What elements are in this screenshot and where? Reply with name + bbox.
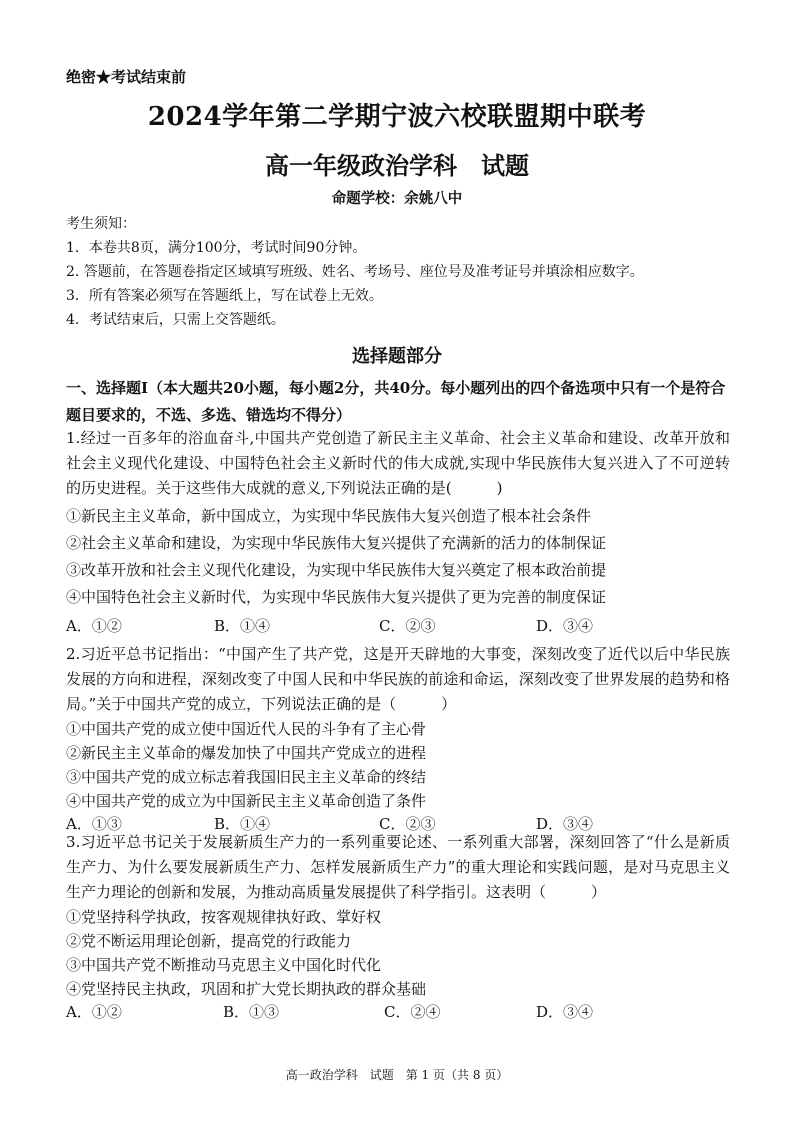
question-option: ②党不断运用理论创新，提高党的行政能力 (66, 932, 352, 950)
choice-c: C．②④ (384, 1003, 441, 1021)
question-option: ②新民主主义革命的爆发加快了中国共产党成立的进程 (66, 744, 427, 762)
choice-a: A．①③ (66, 815, 122, 833)
question-3 (66, 830, 730, 1027)
choice-d: D．③④ (536, 1003, 594, 1021)
choice-d: D．③④ (536, 815, 594, 833)
question-stem: 2.习近平总书记指出：“中国产生了共产党，这是开天辟地的大事变，深刻改变了近代以后中华民族发展的方向和进程，深刻改变了中国人民和中华民族的前途和命运，深刻改变了世界发展的趋势和格局。”关于中国共产党的成立，下列说法正确的是（ ） (66, 645, 730, 713)
choice-a: A．①② (66, 1003, 122, 1021)
question-option: ①中国共产党的成立使中国近代人民的斗争有了主心骨 (66, 720, 427, 738)
choice-b: B．①③ (223, 1003, 280, 1021)
exam-subtitle: 高一年级政治学科 试题 (265, 151, 529, 180)
setter-school: 命题学校：余姚八中 (331, 191, 463, 207)
page-footer: 高一政治学科 试题 第 1 页（共 8 页） (285, 1068, 509, 1082)
notes-item: 2. 答题前，在答题卷指定区域填写班级、姓名、考场号、座位号及准考证号并填涂相应数字。 (66, 264, 644, 280)
choice-b: B．①④ (214, 617, 271, 635)
question-option: ③中国共产党的成立标志着我国旧民主主义革命的终结 (66, 768, 427, 786)
question-option: ①党坚持科学执政，按客观规律执好政、掌好权 (66, 908, 382, 926)
question-1 (66, 426, 730, 641)
notes-item: 1．本卷共8页，满分100分，考试时间90分钟。 (66, 240, 367, 256)
notes-heading: 考生须知： (66, 216, 136, 232)
question-option: ①新民主主义革命，新中国成立，为实现中华民族伟大复兴创造了根本社会条件 (66, 507, 592, 525)
question-option: ③中国共产党不断推动马克思主义中国化时代化 (66, 956, 382, 974)
notes-item: 3．所有答案必须写在答题纸上，写在试卷上无效。 (66, 288, 383, 304)
question-option: ②社会主义革命和建设，为实现中华民族伟大复兴提供了充满新的活力的体制保证 (66, 534, 607, 552)
answer-choices (66, 615, 730, 641)
confidential-label: 绝密★考试结束前 (66, 68, 187, 86)
question-option: ④中国共产党的成立为中国新民主主义革命创造了条件 (66, 792, 427, 810)
question-option: ③改革开放和社会主义现代化建设，为实现中华民族伟大复兴奠定了根本政治前提 (66, 561, 607, 579)
answer-choices (66, 1001, 730, 1027)
choice-d: D．③④ (536, 617, 594, 635)
question-option: ④中国特色社会主义新时代，为实现中华民族伟大复兴提供了更为完善的制度保证 (66, 588, 607, 606)
choice-a: A．①② (66, 617, 122, 635)
question-2 (66, 642, 730, 839)
choice-b: B．①④ (214, 815, 271, 833)
choice-c: C．②③ (379, 617, 436, 635)
choice-c: C．②③ (379, 815, 436, 833)
notes-item: 4．考试结束后，只需上交答题纸。 (66, 312, 285, 328)
question-option: ④党坚持民主执政，巩固和扩大党长期执政的群众基础 (66, 980, 427, 998)
part-heading: 一、选择题Ⅰ（本大题共20小题，每小题2分，共40分。每小题列出的四个备选项中只有一个是符合题目要求的，不选、多选、错选均不得分） (66, 379, 726, 424)
candidate-notes (66, 212, 644, 332)
section-title: 选择题部分 (352, 346, 442, 367)
question-stem: 1.经过一百多年的浴血奋斗,中国共产党创造了新民主主义革命、社会主义革命和建设、改革开放和社会主义现代化建设、中国特色社会主义新时代的伟大成就,实现中华民族伟大复兴进入了不可逆转的历史进程。关于这些伟大成就的意义,下列说法正确的是( ) (66, 429, 730, 497)
question-stem: 3.习近平总书记关于发展新质生产力的一系列重要论述、一系列重大部署，深刻回答了“什么是新质生产力、为什么要发展新质生产力、怎样发展新质生产力”的重大理论和实践问题，是对马克思主义生产力理论的创新和发展，为推动高质量发展提供了科学指引。这表明（ ） (66, 833, 730, 901)
exam-title: 2024学年第二学期宁波六校联盟期中联考 (147, 102, 647, 132)
